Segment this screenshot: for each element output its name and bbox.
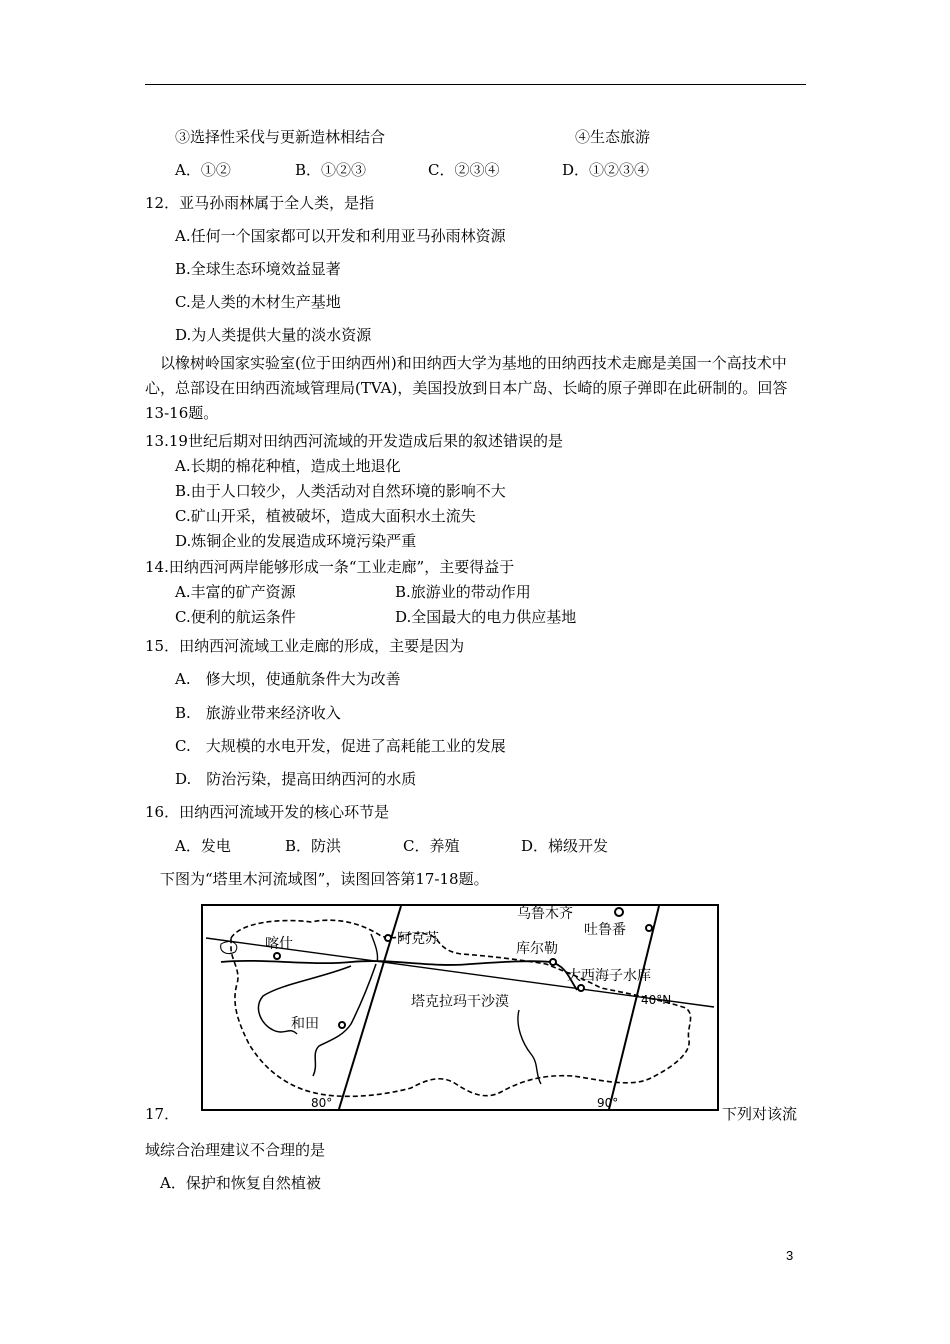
turpan-label: 吐鲁番 [584,922,626,938]
desert-label: 塔克拉玛干沙漠 [411,994,509,1010]
q13-option-d: D.炼铜企业的发展造成环境污染严重 [175,532,417,550]
q12-option-b: B.全球生态环境效益显著 [175,260,341,278]
q13-option-c: C.矿山开采，植被破坏，造成大面积水土流失 [175,507,476,525]
q14-option-c: C.便利的航运条件 [175,608,296,626]
q14-option-d: D.全国最大的电力供应基地 [395,608,577,626]
q11-answer-c: C．②③④ [428,161,500,179]
aksu-label: 阿克苏 [397,931,439,947]
urumqi-label: 乌鲁木齐 [517,906,573,922]
q15-option-a: A. 修大坝，使通航条件大为改善 [175,670,401,688]
q16-option-d: D．梯级开发 [521,837,609,855]
korla-label: 库尔勒 [516,941,558,957]
hotan-label: 和田 [291,1016,319,1032]
q11-answer-a: A．①② [175,161,231,179]
page-number: 3 [786,1248,794,1263]
tarim-basin-map [201,904,719,1111]
urumqi-marker [615,908,623,916]
q13-option-a: A.长期的棉花种植，造成土地退化 [175,457,401,475]
q17-stem-line2: 域综合治理建议不合理的是 [145,1141,326,1159]
q11-option3: ③选择性采伐与更新造林相结合 [175,128,386,146]
kashgar-marker [274,953,280,959]
q16-option-b: B．防洪 [285,837,342,855]
q15-stem: 15．田纳西河流域工业走廊的形成，主要是因为 [145,637,465,655]
aksu-marker [385,935,391,941]
q16-option-a: A．发电 [175,837,231,855]
q11-answer-b: B．①②③ [295,161,367,179]
lon-80-label: 80° [311,1096,333,1110]
lon-90-label: 90° [597,1096,619,1110]
korla-marker [550,959,556,965]
map-intro: 下图为“塔里木河流域图”，读图回答第17-18题。 [160,870,489,888]
turpan-marker [646,925,652,931]
q11-answer-d: D．①②③④ [562,161,650,179]
intro-paragraph-13-16: 以橡树岭国家实验室(位于田纳西州)和田纳西大学为基地的田纳西技术走廊是美国一个高技术中心，总部设在田纳西流域管理局(TVA)，美国投放到日本广岛、长崎的原子弹即在此研制的。回答13-16题。 [145,354,788,422]
daxihaizi-marker [578,985,584,991]
q16-stem: 16．田纳西河流域开发的核心环节是 [145,803,390,821]
q12-option-d: D.为人类提供大量的淡水资源 [175,326,372,344]
q11-option4: ④生态旅游 [575,128,651,146]
q12-option-c: C.是人类的木材生产基地 [175,293,341,311]
q17-number: 17． [145,1105,180,1123]
q13-stem: 13.19世纪后期对田纳西河流域的开发造成后果的叙述错误的是 [145,432,563,450]
q12-stem: 12．亚马孙雨林属于全人类，是指 [145,194,375,212]
q13-option-b: B.由于人口较少，人类活动对自然环境的影响不大 [175,482,506,500]
header-rule [145,84,806,85]
q17-option-a: A．保护和恢复自然植被 [160,1174,321,1192]
hotan-marker [339,1022,345,1028]
daxihaizi-label: 大西海子水库 [567,968,651,984]
q14-option-b: B.旅游业的带动作用 [395,583,531,601]
q15-option-c: C. 大规模的水电开发，促进了高耗能工业的发展 [175,737,506,755]
lat-40n-label: 40°N [641,993,672,1007]
kashgar-label: 喀什 [265,936,293,952]
q14-stem: 14.田纳西河两岸能够形成一条“工业走廊”，主要得益于 [145,558,515,576]
q17-stem-tail: 下列对该流 [722,1105,798,1123]
q16-option-c: C．养殖 [403,837,460,855]
q12-option-a: A.任何一个国家都可以开发和利用亚马孙雨林资源 [175,227,506,245]
q15-option-d: D. 防治污染，提高田纳西河的水质 [175,770,417,788]
q15-option-b: B. 旅游业带来经济收入 [175,704,341,722]
q14-option-a: A.丰富的矿产资源 [175,583,296,601]
